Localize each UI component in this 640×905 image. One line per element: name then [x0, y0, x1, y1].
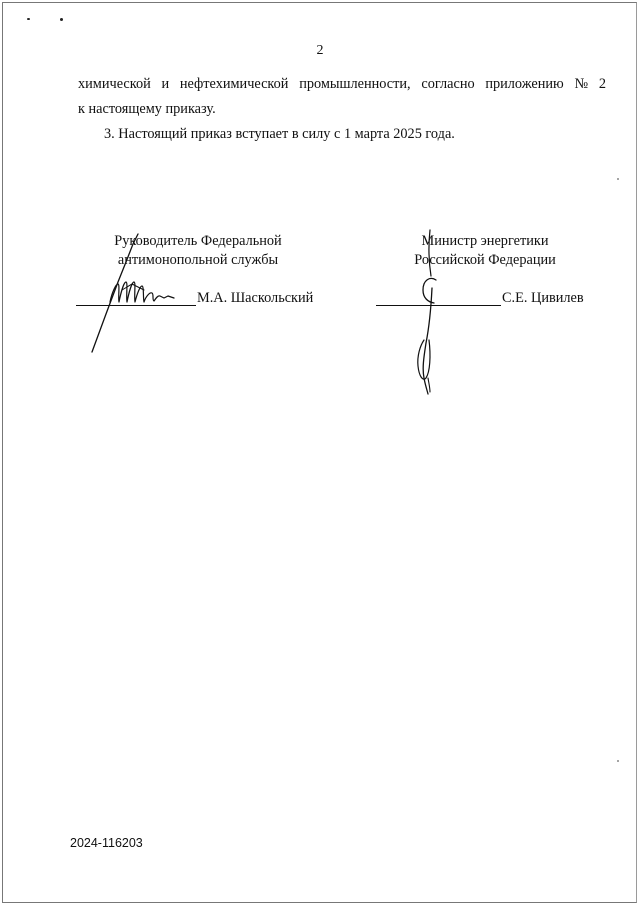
body-paragraph-line-2: к настоящему приказу. — [78, 101, 216, 117]
document-registration-number: 2024-116203 — [70, 836, 143, 850]
body-word: промышленности, — [299, 76, 411, 92]
right-signer-title-line-2: Российской Федерации — [414, 252, 556, 268]
scan-speck — [617, 178, 619, 180]
left-signer-name: М.А. Шаскольский — [197, 290, 314, 306]
left-signer-title-line-1: Руководитель Федеральной — [114, 233, 282, 249]
right-signer-title-line-1: Министр энергетики — [421, 233, 549, 249]
body-word: химической — [78, 76, 151, 92]
body-word: согласно — [421, 76, 475, 92]
body-word: нефтехимической — [179, 76, 289, 92]
body-word: и — [161, 76, 170, 92]
clause-3: 3. Настоящий приказ вступает в силу с 1 марта 2025 года. — [104, 126, 455, 142]
left-handwritten-signature — [88, 232, 188, 357]
body-word: № — [574, 76, 589, 92]
body-paragraph-line-1 — [78, 76, 606, 93]
scan-speck — [27, 18, 30, 20]
scan-speck — [60, 18, 63, 21]
right-handwritten-signature — [398, 228, 458, 400]
scan-speck — [617, 760, 619, 762]
left-signer-title-line-2: антимонопольной службы — [117, 252, 279, 268]
right-signer-name: С.Е. Цивилев — [502, 290, 584, 306]
body-word: приложению — [485, 76, 564, 92]
page-number: 2 — [316, 43, 324, 58]
body-word: 2 — [598, 76, 606, 92]
